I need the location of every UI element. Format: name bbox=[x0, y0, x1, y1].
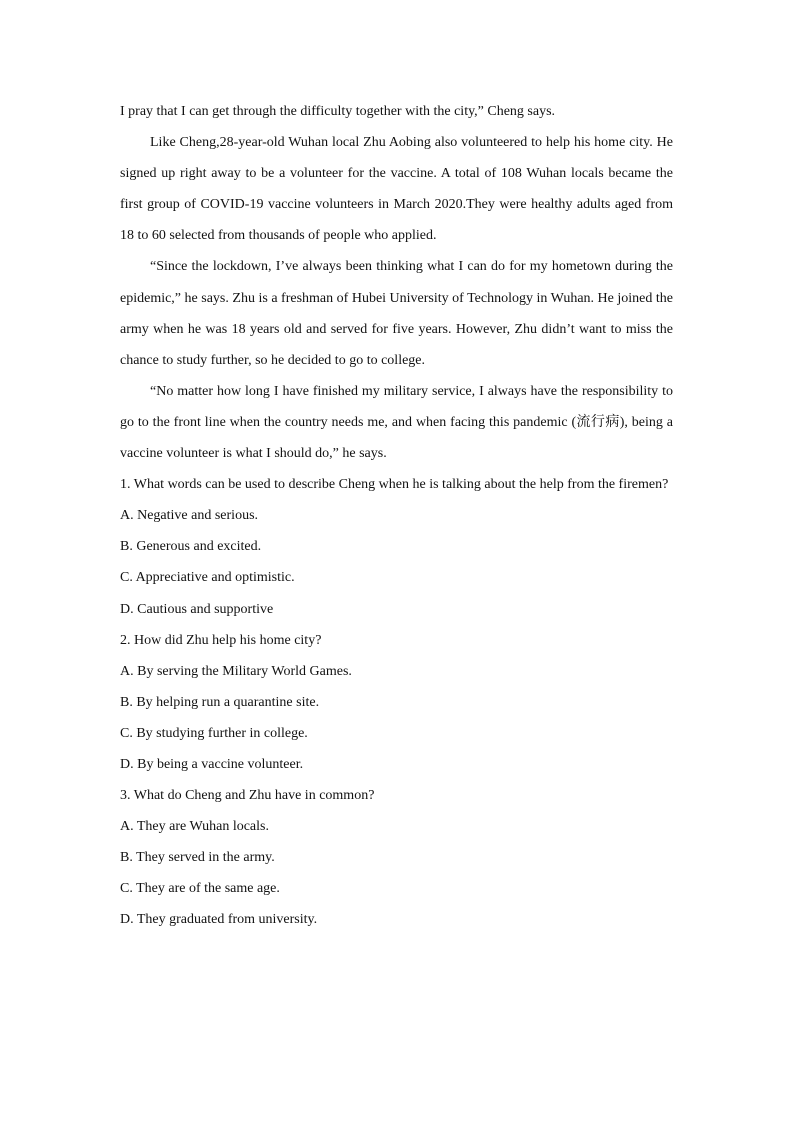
question-1-option-c: C. Appreciative and optimistic. bbox=[120, 570, 295, 586]
passage-paragraph-3: “Since the lockdown, I’ve always been thinking what I can do for my hometown during the epidemic,” he says. Zhu is a freshman of Hubei University of Technology in Wuhan. He joined the army when he was 18 years old and served for five years. However, Zhu didn’t want to miss the chance to study further, so he decided to go to college. bbox=[120, 259, 673, 368]
question-2-option-b: B. By helping run a quarantine site. bbox=[120, 694, 320, 710]
question-2-stem: 2. How did Zhu help his home city? bbox=[120, 632, 322, 648]
question-1 bbox=[120, 469, 673, 624]
question-1-option-d: D. Cautious and supportive bbox=[120, 601, 274, 617]
question-3-option-b: B. They served in the army. bbox=[120, 850, 275, 866]
question-2-option-d: D. By being a vaccine volunteer. bbox=[120, 756, 304, 772]
question-1-option-a: A. Negative and serious. bbox=[120, 508, 259, 524]
question-2-option-c: C. By studying further in college. bbox=[120, 725, 308, 741]
question-3-option-a: A. They are Wuhan locals. bbox=[120, 819, 269, 835]
passage-paragraph-1: I pray that I can get through the difficulty together with the city,” Cheng says. bbox=[120, 104, 556, 119]
question-2 bbox=[120, 625, 673, 780]
question-3 bbox=[120, 780, 673, 935]
question-1-option-b: B. Generous and excited. bbox=[120, 539, 262, 555]
question-3-option-d: D. They graduated from university. bbox=[120, 912, 318, 928]
question-2-option-a: A. By serving the Military World Games. bbox=[120, 663, 352, 679]
document-content bbox=[120, 96, 673, 936]
passage-paragraph-4: “No matter how long I have finished my military service, I always have the responsibility to go to the front line when the country needs me, and when facing this pandemic (流行病), being a vaccine volunteer is what I should do,” he says. bbox=[120, 383, 673, 462]
question-3-option-c: C. They are of the same age. bbox=[120, 881, 280, 897]
question-3-stem: 3. What do Cheng and Zhu have in common? bbox=[120, 788, 375, 804]
passage-paragraph-2: Like Cheng,28-year-old Wuhan local Zhu Aobing also volunteered to help his home city. He signed up right away to be a volunteer for the vaccine. A total of 108 Wuhan locals became the first group of COVID-19 vaccine volunteers in March 2020.They were healthy adults aged from 18 to 60 selected from thousands of people who applied. bbox=[120, 135, 673, 244]
question-1-stem: 1. What words can be used to describe Cheng when he is talking about the help from the firemen? bbox=[120, 477, 669, 493]
